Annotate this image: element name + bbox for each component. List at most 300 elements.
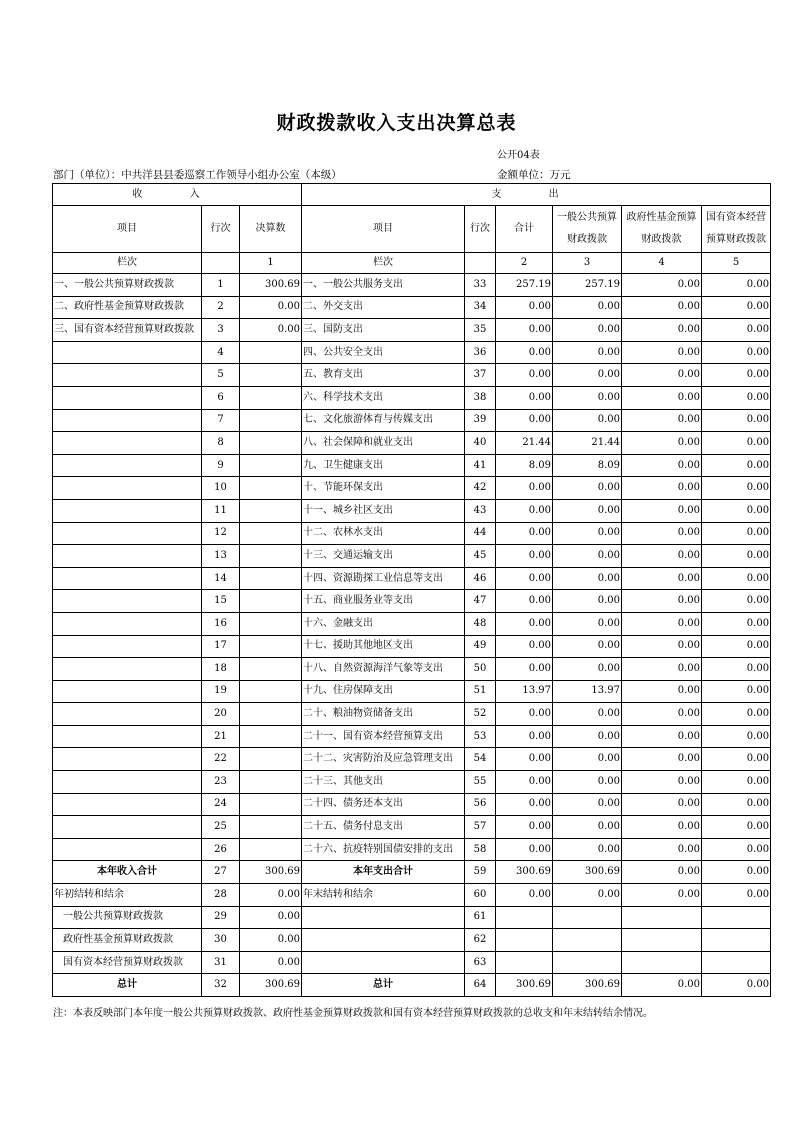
gov-fund-amount: 0.00 (622, 386, 702, 409)
empty-cell (702, 929, 771, 952)
gov-fund-amount: 0.00 (622, 364, 702, 387)
income-item-header: 项目 (53, 206, 202, 253)
gov-fund-amount: 0.00 (622, 635, 702, 658)
expense-line: 62 (465, 929, 496, 952)
income-line: 2 (202, 296, 240, 319)
expense-line: 49 (465, 635, 496, 658)
unit-label: 金额单位：万元 (497, 169, 571, 181)
state-capital-amount: 0.00 (702, 658, 771, 681)
general-budget-amount: 0.00 (553, 612, 622, 635)
gov-fund-amount: 0.00 (622, 341, 702, 364)
income-section-header: 收 入 (53, 184, 302, 206)
income-line: 24 (202, 793, 240, 816)
state-capital-amount: 0.00 (702, 590, 771, 613)
expense-line: 61 (465, 906, 496, 929)
empty-cell (496, 929, 553, 952)
state-capital-amount: 0.00 (702, 612, 771, 635)
table-row (53, 816, 771, 839)
income-item (53, 341, 202, 364)
general-budget-amount: 0.00 (553, 499, 622, 522)
empty-cell (302, 929, 465, 952)
income-line: 17 (202, 635, 240, 658)
general-budget-amount: 13.97 (553, 680, 622, 703)
general-budget-amount: 0.00 (553, 884, 622, 907)
gov-fund-amount: 0.00 (622, 793, 702, 816)
income-item (53, 477, 202, 500)
general-budget-amount: 0.00 (553, 590, 622, 613)
page-title: 财政拨款收入支出决算总表 (276, 112, 517, 134)
state-capital-amount: 0.00 (702, 635, 771, 658)
general-budget-amount: 300.69 (553, 974, 622, 997)
income-amount: 300.69 (240, 861, 302, 884)
general-budget-amount: 0.00 (553, 477, 622, 500)
gov-fund-amount: 0.00 (622, 567, 702, 590)
column-label: 栏次 (53, 253, 202, 274)
expense-item: 六、科学技术支出 (302, 386, 465, 409)
total-header: 合计 (496, 206, 553, 253)
expense-line: 40 (465, 432, 496, 455)
gov-fund-header: 政府性基金预算财政拨款 (622, 206, 702, 253)
gov-fund-amount: 0.00 (622, 680, 702, 703)
income-amount: 0.00 (240, 906, 302, 929)
expense-item: 五、教育支出 (302, 364, 465, 387)
income-amount (240, 545, 302, 568)
expense-total: 0.00 (496, 725, 553, 748)
carryover-row (53, 884, 771, 907)
income-item (53, 680, 202, 703)
expense-line: 52 (465, 703, 496, 726)
income-amount (240, 680, 302, 703)
general-budget-amount: 0.00 (553, 522, 622, 545)
expense-total: 0.00 (496, 319, 553, 342)
expense-total: 0.00 (496, 838, 553, 861)
gov-fund-amount: 0.00 (622, 703, 702, 726)
empty-cell (702, 906, 771, 929)
carryover-sub-row (53, 929, 771, 952)
income-amount (240, 477, 302, 500)
expense-item: 十六、金融支出 (302, 612, 465, 635)
state-capital-amount: 0.00 (702, 409, 771, 432)
table-row (53, 771, 771, 794)
table-row (53, 590, 771, 613)
expense-total: 0.00 (496, 545, 553, 568)
general-budget-amount: 8.09 (553, 454, 622, 477)
expense-item: 十五、商业服务业等支出 (302, 590, 465, 613)
expense-item: 十一、城乡社区支出 (302, 499, 465, 522)
empty-cell (622, 906, 702, 929)
empty-cell (553, 929, 622, 952)
state-capital-amount: 0.00 (702, 974, 771, 997)
general-budget-amount: 300.69 (553, 861, 622, 884)
expense-line: 36 (465, 341, 496, 364)
table-row (53, 364, 771, 387)
income-item (53, 703, 202, 726)
income-item: 一般公共预算财政拨款 (53, 906, 202, 929)
expense-item: 十九、住房保障支出 (302, 680, 465, 703)
expense-line: 44 (465, 522, 496, 545)
general-budget-amount: 0.00 (553, 296, 622, 319)
income-line: 8 (202, 432, 240, 455)
income-item (53, 635, 202, 658)
expense-line: 54 (465, 748, 496, 771)
table-row (53, 725, 771, 748)
expense-item: 八、社会保障和就业支出 (302, 432, 465, 455)
expense-item: 二、外交支出 (302, 296, 465, 319)
income-item: 年初结转和结余 (53, 884, 202, 907)
table-row (53, 612, 771, 635)
income-amount: 0.00 (240, 884, 302, 907)
gov-fund-amount: 0.00 (622, 499, 702, 522)
table-row (53, 454, 771, 477)
general-budget-amount: 0.00 (553, 386, 622, 409)
state-capital-amount: 0.00 (702, 771, 771, 794)
income-amount (240, 454, 302, 477)
income-item: 三、国有资本经营预算财政拨款 (53, 319, 202, 342)
income-amount (240, 838, 302, 861)
expense-line: 56 (465, 793, 496, 816)
general-budget-amount: 257.19 (553, 274, 622, 297)
income-item (53, 522, 202, 545)
gov-fund-amount: 0.00 (622, 771, 702, 794)
empty-cell (622, 929, 702, 952)
income-line: 7 (202, 409, 240, 432)
income-line: 20 (202, 703, 240, 726)
general-budget-amount: 0.00 (553, 409, 622, 432)
income-line-header: 行次 (202, 206, 240, 253)
income-line: 9 (202, 454, 240, 477)
expense-total: 0.00 (496, 793, 553, 816)
income-line: 32 (202, 974, 240, 997)
table-row (53, 680, 771, 703)
income-line: 4 (202, 341, 240, 364)
expense-line: 51 (465, 680, 496, 703)
table-row (53, 567, 771, 590)
income-item (53, 838, 202, 861)
expense-line: 50 (465, 658, 496, 681)
table-row (53, 793, 771, 816)
income-amount (240, 590, 302, 613)
gov-fund-amount: 0.00 (622, 725, 702, 748)
income-item (53, 545, 202, 568)
expense-line: 59 (465, 861, 496, 884)
header-row-column-numbers (53, 253, 771, 274)
expense-total: 0.00 (496, 499, 553, 522)
income-amount (240, 364, 302, 387)
gov-fund-amount: 0.00 (622, 861, 702, 884)
income-item (53, 725, 202, 748)
income-line: 30 (202, 929, 240, 952)
expense-section-header: 支 出 (302, 184, 771, 206)
income-line: 18 (202, 658, 240, 681)
carryover-sub-row (53, 906, 771, 929)
income-line: 23 (202, 771, 240, 794)
expense-total: 0.00 (496, 635, 553, 658)
state-capital-amount: 0.00 (702, 861, 771, 884)
general-budget-amount: 0.00 (553, 725, 622, 748)
income-line: 3 (202, 319, 240, 342)
expense-line: 35 (465, 319, 496, 342)
income-line: 11 (202, 499, 240, 522)
expense-line: 38 (465, 386, 496, 409)
expense-item: 十二、农林水支出 (302, 522, 465, 545)
gov-fund-amount: 0.00 (622, 590, 702, 613)
empty-cell (622, 951, 702, 974)
income-line: 28 (202, 884, 240, 907)
income-item (53, 793, 202, 816)
income-item (53, 364, 202, 387)
empty-cell (496, 951, 553, 974)
income-line: 14 (202, 567, 240, 590)
income-item (53, 409, 202, 432)
carryover-sub-row (53, 951, 771, 974)
expense-total: 13.97 (496, 680, 553, 703)
income-line: 29 (202, 906, 240, 929)
table-row (53, 635, 771, 658)
gov-fund-amount: 0.00 (622, 612, 702, 635)
gov-fund-amount: 0.00 (622, 884, 702, 907)
gov-fund-amount: 0.00 (622, 319, 702, 342)
column-number: 2 (496, 253, 553, 274)
income-line: 1 (202, 274, 240, 297)
expense-line: 43 (465, 499, 496, 522)
general-budget-amount: 0.00 (553, 816, 622, 839)
gov-fund-amount: 0.00 (622, 974, 702, 997)
expense-total: 8.09 (496, 454, 553, 477)
income-amount (240, 522, 302, 545)
expense-total: 0.00 (496, 612, 553, 635)
income-amount (240, 635, 302, 658)
gov-fund-amount: 0.00 (622, 658, 702, 681)
table-row (53, 274, 771, 297)
empty-cell (702, 951, 771, 974)
income-amount (240, 816, 302, 839)
general-budget-amount: 0.00 (553, 319, 622, 342)
expense-line: 58 (465, 838, 496, 861)
empty-cell (465, 253, 496, 274)
expense-total: 21.44 (496, 432, 553, 455)
gov-fund-amount: 0.00 (622, 748, 702, 771)
income-amount (240, 386, 302, 409)
gov-fund-amount: 0.00 (622, 545, 702, 568)
income-amount (240, 771, 302, 794)
income-amount: 300.69 (240, 274, 302, 297)
state-capital-amount: 0.00 (702, 816, 771, 839)
expense-line: 34 (465, 296, 496, 319)
state-capital-amount: 0.00 (702, 364, 771, 387)
general-budget-amount: 0.00 (553, 341, 622, 364)
expense-total: 0.00 (496, 522, 553, 545)
table-row (53, 522, 771, 545)
income-amount (240, 725, 302, 748)
income-line: 27 (202, 861, 240, 884)
table-row (53, 296, 771, 319)
state-capital-amount: 0.00 (702, 296, 771, 319)
expense-total: 257.19 (496, 274, 553, 297)
table-row (53, 499, 771, 522)
expense-line: 47 (465, 590, 496, 613)
income-line: 25 (202, 816, 240, 839)
expense-item: 一、一般公共服务支出 (302, 274, 465, 297)
column-label: 栏次 (302, 253, 465, 274)
income-line: 22 (202, 748, 240, 771)
income-item (53, 658, 202, 681)
expense-total: 0.00 (496, 341, 553, 364)
expense-total: 0.00 (496, 748, 553, 771)
state-capital-amount: 0.00 (702, 319, 771, 342)
expense-line: 33 (465, 274, 496, 297)
income-item (53, 612, 202, 635)
income-line: 12 (202, 522, 240, 545)
table-row (53, 319, 771, 342)
income-amount: 300.69 (240, 974, 302, 997)
gov-fund-amount: 0.00 (622, 454, 702, 477)
income-amount: 0.00 (240, 951, 302, 974)
expense-total: 0.00 (496, 590, 553, 613)
gov-fund-amount: 0.00 (622, 838, 702, 861)
expense-item: 十三、交通运输支出 (302, 545, 465, 568)
expense-item: 二十六、抗疫特别国债安排的支出 (302, 838, 465, 861)
general-budget-amount: 0.00 (553, 567, 622, 590)
expense-total: 0.00 (496, 477, 553, 500)
gov-fund-amount: 0.00 (622, 274, 702, 297)
column-number: 3 (553, 253, 622, 274)
table-row (53, 838, 771, 861)
income-line: 6 (202, 386, 240, 409)
expense-total: 0.00 (496, 703, 553, 726)
expense-item: 十、节能环保支出 (302, 477, 465, 500)
general-budget-amount: 0.00 (553, 838, 622, 861)
income-amount: 0.00 (240, 296, 302, 319)
state-capital-amount: 0.00 (702, 432, 771, 455)
expense-line: 55 (465, 771, 496, 794)
table-row (53, 432, 771, 455)
income-line: 21 (202, 725, 240, 748)
income-amount (240, 341, 302, 364)
income-item (53, 432, 202, 455)
expense-line: 42 (465, 477, 496, 500)
expense-item: 二十二、灾害防治及应急管理支出 (302, 748, 465, 771)
expense-line: 41 (465, 454, 496, 477)
department-label: 部门（单位）：中共洋县县委巡察工作领导小组办公室（本级） (53, 169, 342, 181)
empty-cell (496, 906, 553, 929)
expense-total: 0.00 (496, 816, 553, 839)
state-capital-amount: 0.00 (702, 386, 771, 409)
income-amount (240, 499, 302, 522)
final-amount-header: 决算数 (240, 206, 302, 253)
empty-cell (202, 253, 240, 274)
general-budget-amount: 0.00 (553, 364, 622, 387)
gov-fund-amount: 0.00 (622, 296, 702, 319)
expense-total: 0.00 (496, 771, 553, 794)
general-budget-amount: 0.00 (553, 703, 622, 726)
state-capital-amount: 0.00 (702, 680, 771, 703)
empty-cell (302, 951, 465, 974)
general-budget-header: 一般公共预算财政拨款 (553, 206, 622, 253)
fiscal-table (52, 183, 771, 997)
state-capital-amount: 0.00 (702, 274, 771, 297)
expense-line: 57 (465, 816, 496, 839)
expense-item: 二十四、债务还本支出 (302, 793, 465, 816)
column-number: 5 (702, 253, 771, 274)
general-budget-amount: 0.00 (553, 545, 622, 568)
income-item: 政府性基金预算财政拨款 (53, 929, 202, 952)
state-capital-amount: 0.00 (702, 725, 771, 748)
empty-cell (553, 951, 622, 974)
empty-cell (553, 906, 622, 929)
grand-total-row (53, 974, 771, 997)
table-row (53, 658, 771, 681)
income-amount: 0.00 (240, 319, 302, 342)
gov-fund-amount: 0.00 (622, 432, 702, 455)
income-amount (240, 432, 302, 455)
expense-total: 300.69 (496, 974, 553, 997)
income-amount (240, 703, 302, 726)
income-line: 19 (202, 680, 240, 703)
expense-item: 二十一、国有资本经营预算支出 (302, 725, 465, 748)
header-row-columns (53, 206, 771, 253)
expense-item: 二十三、其他支出 (302, 771, 465, 794)
income-amount (240, 748, 302, 771)
expense-item: 十七、援助其他地区支出 (302, 635, 465, 658)
income-item (53, 748, 202, 771)
state-capital-amount: 0.00 (702, 793, 771, 816)
state-capital-amount: 0.00 (702, 567, 771, 590)
expense-item-header: 项目 (302, 206, 465, 253)
income-amount (240, 793, 302, 816)
table-row (53, 703, 771, 726)
expense-line: 37 (465, 364, 496, 387)
expense-item: 二十、粮油物资储备支出 (302, 703, 465, 726)
income-item: 一、一般公共预算财政拨款 (53, 274, 202, 297)
income-item: 本年收入合计 (53, 861, 202, 884)
general-budget-amount: 0.00 (553, 793, 622, 816)
table-row (53, 386, 771, 409)
expense-line: 60 (465, 884, 496, 907)
gov-fund-amount: 0.00 (622, 522, 702, 545)
expense-item: 本年支出合计 (302, 861, 465, 884)
expense-item: 年末结转和结余 (302, 884, 465, 907)
expense-line: 53 (465, 725, 496, 748)
general-budget-amount: 21.44 (553, 432, 622, 455)
state-capital-header: 国有资本经营预算财政拨款 (702, 206, 771, 253)
expense-total: 0.00 (496, 364, 553, 387)
expense-line: 63 (465, 951, 496, 974)
expense-total: 300.69 (496, 861, 553, 884)
income-line: 31 (202, 951, 240, 974)
expense-total: 0.00 (496, 567, 553, 590)
state-capital-amount: 0.00 (702, 545, 771, 568)
state-capital-amount: 0.00 (702, 341, 771, 364)
expense-line: 45 (465, 545, 496, 568)
income-line: 16 (202, 612, 240, 635)
expense-line: 39 (465, 409, 496, 432)
income-line: 26 (202, 838, 240, 861)
footnote: 注：本表反映部门本年度一般公共预算财政拨款、政府性基金预算财政拨款和国有资本经营预算财政拨款的总收支和年末结转结余情况。 (53, 1008, 653, 1019)
state-capital-amount: 0.00 (702, 703, 771, 726)
expense-item: 十四、资源勘探工业信息等支出 (302, 567, 465, 590)
expense-item: 总计 (302, 974, 465, 997)
income-item (53, 590, 202, 613)
income-line: 5 (202, 364, 240, 387)
state-capital-amount: 0.00 (702, 884, 771, 907)
state-capital-amount: 0.00 (702, 748, 771, 771)
state-capital-amount: 0.00 (702, 499, 771, 522)
expense-line: 46 (465, 567, 496, 590)
expense-total: 0.00 (496, 884, 553, 907)
year-total-row (53, 861, 771, 884)
income-item: 国有资本经营预算财政拨款 (53, 951, 202, 974)
expense-item: 三、国防支出 (302, 319, 465, 342)
